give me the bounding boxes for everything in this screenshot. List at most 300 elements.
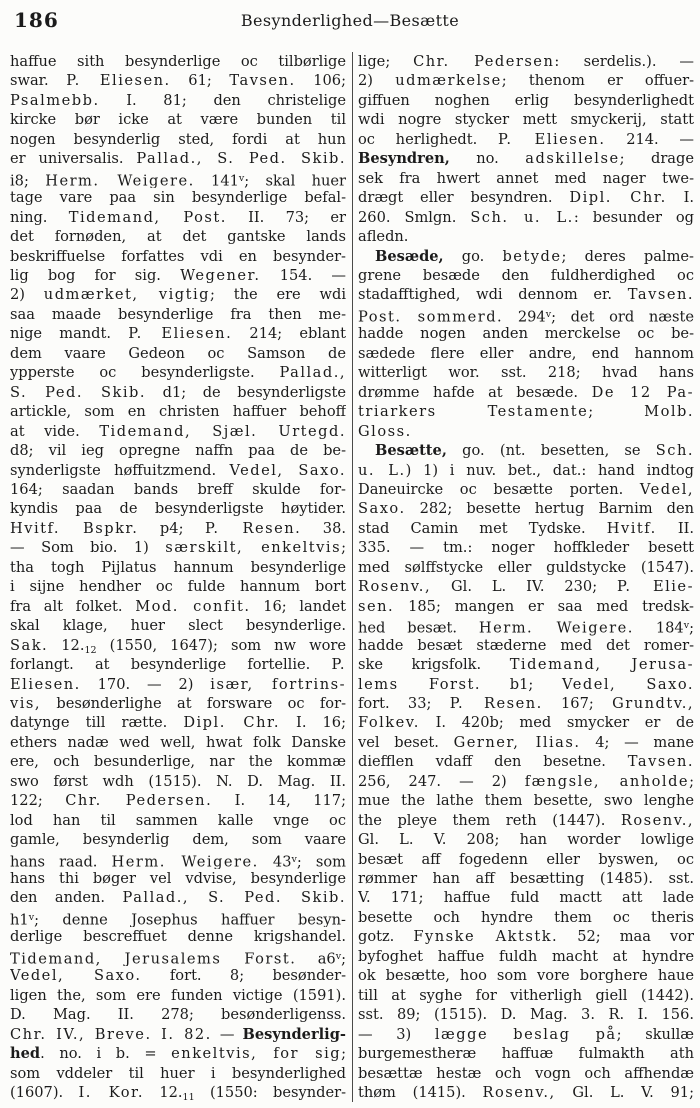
text-segment: Sch. u. L. <box>470 208 574 226</box>
text-line <box>358 169 694 188</box>
text-segment: serdelis.). — <box>560 53 694 70</box>
text-line <box>10 791 346 810</box>
text-segment: Post. sommerd. <box>358 308 504 325</box>
running-title: Besynderlighed—Besætte <box>240 11 460 30</box>
text-segment: byfoghet haffue fuldh macht at hyndre <box>358 947 694 965</box>
text-segment: hans thi bøger vel vdvise, besynderlige <box>10 870 346 888</box>
text-line <box>358 713 694 732</box>
text-segment: i8; <box>10 172 46 189</box>
text-line <box>358 461 694 480</box>
text-line <box>10 713 346 732</box>
text-line <box>358 752 694 771</box>
text-segment: lems Forst. <box>358 675 481 693</box>
text-segment: derlige bescreffuet denne krigshandel. <box>10 928 346 946</box>
text-segment: lig bog for sig. <box>10 266 181 284</box>
text-segment: Folkev. <box>358 714 420 732</box>
text-segment: drægt eller besyndren. <box>358 189 570 207</box>
text-line <box>10 966 346 985</box>
text-segment: 282; besette hertug Barnim den <box>405 500 694 518</box>
text-segment: Tidemand, Post. <box>68 208 227 226</box>
text-segment: synderligste høffuitzmend. <box>10 461 230 479</box>
text-segment: lægge beslag på <box>434 1025 617 1043</box>
text-line <box>358 538 694 557</box>
text-segment: a6 <box>296 950 336 967</box>
text-segment: datynge till rætte. <box>10 714 184 732</box>
text-line <box>10 305 346 324</box>
text-segment: ; thenom er offuer- <box>501 72 694 90</box>
text-segment: besønderlighe at forsware oc for- <box>41 694 346 712</box>
text-line <box>10 927 346 946</box>
text-segment: hans raad. <box>10 853 112 870</box>
text-line <box>358 655 694 674</box>
text-line <box>358 811 694 830</box>
text-line <box>358 1005 694 1024</box>
text-line <box>358 597 694 616</box>
text-segment: hadde nogen anden merckelse oc be- <box>358 325 694 343</box>
text-line <box>10 1025 346 1044</box>
text-line <box>358 850 694 869</box>
text-line <box>358 1044 694 1063</box>
text-line <box>10 1083 346 1102</box>
text-segment: swo først wdh (1515). N. D. Mag. II. <box>10 772 346 790</box>
text-segment: wdi nogre stycker mett smyckerij, statt <box>358 111 694 129</box>
text-segment: Sak. <box>10 636 49 654</box>
text-line <box>358 441 694 460</box>
text-segment: vel beset. <box>358 733 454 751</box>
text-segment: P. Resen. <box>204 519 302 537</box>
text-segment: enkeltvis, for sig <box>171 1045 342 1063</box>
text-line <box>358 1064 694 1083</box>
text-line <box>10 752 346 771</box>
text-line <box>358 636 694 655</box>
text-segment: mue the lathe them besette, swo lenghe <box>358 792 694 810</box>
text-segment: 167; <box>542 694 613 712</box>
text-segment: Vedel, Saxo. <box>10 967 142 985</box>
text-segment: kircke bør icke at være bunden til <box>10 111 346 129</box>
text-segment: 2) <box>10 286 44 304</box>
text-segment: I. 81; den christelige <box>99 91 346 109</box>
text-segment: v <box>545 308 552 320</box>
text-line <box>358 324 694 343</box>
text-segment: saa maade besynderlige fra then me- <box>10 305 346 323</box>
text-line <box>358 247 694 266</box>
text-segment: Tavsen. <box>627 286 694 304</box>
text-segment: Pallad., <box>279 364 346 382</box>
text-segment: 2) <box>358 72 396 90</box>
text-segment: haffue sith besynderlige oc tilbørlige <box>10 53 346 70</box>
text-segment: P. Resen. <box>449 694 543 712</box>
text-segment: Herm. Weigere. <box>111 853 259 870</box>
text-line <box>358 986 694 1005</box>
text-line <box>10 383 346 402</box>
text-segment: Rosenv., <box>620 811 694 829</box>
text-segment: Vedel, Saxo. <box>562 675 694 693</box>
text-segment: 106; <box>295 72 346 90</box>
text-line <box>10 266 346 285</box>
text-segment: besættæ hestæ och vogn och affhendæ <box>358 1064 694 1082</box>
text-segment: (1550: besynder- <box>194 1084 346 1102</box>
text-segment: II. <box>656 519 694 537</box>
text-line <box>10 655 346 674</box>
text-segment: ; drage <box>619 150 694 168</box>
text-segment: drømme hafde at besæde. <box>358 383 592 401</box>
text-segment: 185; mangen er saa med tredsk- <box>394 597 694 615</box>
text-line <box>10 402 346 421</box>
text-segment: hadde besæt stæderne med det romer- <box>358 636 694 654</box>
text-line <box>358 285 694 304</box>
text-segment: lod han til sammen kalle vnge oc <box>10 811 346 829</box>
text-segment: ; det ord næste <box>551 308 694 325</box>
text-segment: adskillelse <box>525 150 620 168</box>
text-segment: 12. <box>48 636 85 654</box>
text-segment: Vedel, <box>639 480 694 498</box>
text-segment: at vide. <box>10 422 100 440</box>
text-segment: Vedel, Saxo. <box>229 461 346 479</box>
text-segment: ligen the, som ere funden victige (1591). <box>10 986 346 1004</box>
text-line <box>10 577 346 596</box>
text-segment: ere, och besunderlige, nar the kommæ <box>10 753 346 771</box>
text-segment: fort. 8; besønder- <box>141 967 346 985</box>
text-segment: besette och hyndre them oc theris <box>358 908 694 926</box>
text-segment: ; denne Josephus haffuer besyn- <box>34 911 346 928</box>
text-line <box>10 344 346 363</box>
text-segment: v <box>335 950 342 962</box>
text-segment: Tidemand, Jerusa- <box>509 656 694 674</box>
text-segment: Tavsen. <box>627 753 694 771</box>
text-line <box>358 266 694 285</box>
text-line <box>358 402 694 421</box>
text-segment: h1 <box>10 911 29 928</box>
text-segment: Pallad., S. Ped. Skib. <box>136 150 346 168</box>
text-segment: Sch. <box>655 442 694 460</box>
text-line <box>10 733 346 752</box>
text-segment: besæt aff fogedenn eller byswen, oc <box>358 850 694 868</box>
text-line <box>358 558 694 577</box>
text-line <box>358 91 694 110</box>
text-line <box>358 422 694 441</box>
text-line <box>10 636 346 655</box>
text-segment: u. L. <box>358 461 406 479</box>
text-segment: P. Eliesen. <box>66 72 171 90</box>
text-segment: 38. <box>301 519 346 537</box>
text-line <box>358 733 694 752</box>
text-line <box>358 927 694 946</box>
text-line <box>10 869 346 888</box>
headword: Besæde, <box>375 247 444 265</box>
text-segment: ; <box>689 772 694 790</box>
text-segment: grene besæde den fuldherdighed oc <box>358 266 694 284</box>
text-segment: 154. — <box>260 266 346 284</box>
text-line <box>10 947 346 966</box>
text-line <box>10 188 346 207</box>
text-line <box>10 558 346 577</box>
text-segment: Rosenv., <box>482 1084 556 1102</box>
text-segment: go. (nt. besetten, se <box>446 442 656 460</box>
text-segment: b1; <box>480 675 563 693</box>
text-segment: ypperste oc besynderligste. <box>10 364 280 382</box>
text-line <box>358 1025 694 1044</box>
text-line <box>10 169 346 188</box>
text-segment: Wegener. <box>180 266 261 284</box>
text-segment: Saxo. <box>358 500 406 518</box>
text-line <box>10 811 346 830</box>
text-line <box>358 110 694 129</box>
text-segment: diefflen vdaff den besetne. <box>358 753 628 771</box>
text-block <box>0 52 700 1102</box>
text-line <box>358 616 694 635</box>
text-segment: forlangt. at besynderlige fortellie. <box>10 656 332 674</box>
text-line <box>10 480 346 499</box>
text-segment: Gl. L. IV. 230; <box>431 578 618 596</box>
text-line <box>358 71 694 90</box>
text-line <box>358 188 694 207</box>
text-segment: fort. 33; <box>358 694 450 712</box>
text-segment: nige mandt. <box>10 325 129 343</box>
text-segment: till at syghe for vitherligh giell (1442). <box>358 986 694 1004</box>
text-segment: v <box>291 853 297 865</box>
text-line <box>10 285 346 304</box>
text-segment: sek fra hwert annet med nager twe- <box>358 169 694 187</box>
text-segment: tage vare paa sin besynderlige befal- <box>10 189 346 207</box>
text-segment: 294 <box>503 308 546 325</box>
text-segment: det fornøden, at det gantske lands <box>10 228 346 246</box>
text-segment: 43 <box>258 853 292 870</box>
text-segment: no. <box>449 150 526 168</box>
text-segment: P. Eliesen. <box>128 325 233 343</box>
text-segment: skal klage, huer slect besynderlige. <box>10 617 346 635</box>
text-segment: 141 <box>194 172 239 189</box>
text-segment: med sølffstycke eller guldstycke (1547). <box>358 558 694 576</box>
text-line <box>358 772 694 791</box>
text-segment: sst. 89; (1515). D. Mag. 3. R. I. 156. <box>358 1006 694 1024</box>
text-line <box>10 616 346 635</box>
text-line <box>10 422 346 441</box>
text-line <box>358 227 694 246</box>
text-segment: især, fortrins- <box>210 675 346 693</box>
text-line <box>10 247 346 266</box>
text-segment: Chr. Pedersen: <box>413 53 561 70</box>
text-line <box>10 675 346 694</box>
text-segment: Eliesen. <box>10 675 81 693</box>
text-segment: ske krigsfolk. <box>358 656 510 674</box>
text-segment: dem vaare Gedeon oc Samson de <box>10 344 346 362</box>
text-segment: 12. <box>144 1084 183 1102</box>
text-segment: ; skal huer <box>244 172 346 189</box>
text-line <box>10 363 346 382</box>
text-line <box>358 52 694 71</box>
text-line <box>10 208 346 227</box>
text-segment: P. Elie- <box>617 578 694 596</box>
text-segment: betyde <box>502 247 562 265</box>
text-line <box>10 538 346 557</box>
text-segment: udmærkelse <box>395 72 502 90</box>
text-segment: 12 <box>84 644 97 656</box>
text-segment: tha togh Pijlatus hannum besynderlige <box>10 558 346 576</box>
text-line <box>358 675 694 694</box>
text-line <box>10 772 346 791</box>
text-segment: den anden. <box>10 889 123 907</box>
text-segment: ; <box>341 1045 346 1063</box>
text-segment: artickle, som en christen haffuer behoff <box>10 403 346 421</box>
text-segment: triarkers Testamente; <box>358 403 595 421</box>
text-segment: 214. — <box>605 130 694 148</box>
text-segment: Herm. Weigere. <box>478 619 634 636</box>
text-segment: giffuen noghen erlig besynderlighedt <box>358 91 694 109</box>
text-line <box>10 227 346 246</box>
text-segment: Chr. IV., Breve. I. 82. <box>10 1025 212 1043</box>
text-segment: I. 14, 117; <box>212 792 346 810</box>
text-segment: — Som bio. 1) <box>10 539 166 557</box>
text-segment: Pallad., S. Ped. Skib. <box>122 889 346 907</box>
text-line <box>358 1083 694 1102</box>
text-segment: ; <box>341 539 346 557</box>
text-segment: : besunder og <box>573 208 694 226</box>
text-segment: Chr. Pedersen. <box>65 792 213 810</box>
text-segment: i sijne hendher oc fulde hannum bort <box>10 578 346 596</box>
text-segment: Rosenv., <box>358 578 432 596</box>
text-line <box>10 499 346 518</box>
text-line <box>10 91 346 110</box>
left-column <box>10 52 346 1102</box>
text-segment: 170. — 2) <box>80 675 211 693</box>
text-segment: (1607). <box>10 1084 79 1102</box>
text-segment: 184 <box>633 619 684 636</box>
text-line <box>358 208 694 227</box>
text-segment: 260. Smlgn. <box>358 208 471 226</box>
text-line <box>10 830 346 849</box>
text-segment: II. 73; er <box>226 208 346 226</box>
text-segment: ; deres palme- <box>561 247 694 265</box>
text-line <box>10 519 346 538</box>
text-segment: d8; vil ieg opregne naffn paa de be- <box>10 442 346 460</box>
text-segment: Tavsen. <box>229 72 296 90</box>
text-line <box>10 888 346 907</box>
text-segment: V. 171; haffue fuld mactt att lade <box>358 889 694 907</box>
text-segment <box>595 403 644 420</box>
text-segment: Grundtv., <box>612 694 694 712</box>
text-line <box>10 597 346 616</box>
headword: Besætte, <box>375 442 447 460</box>
text-segment: Gloss. <box>358 422 412 440</box>
text-segment: 256, 247. — 2) <box>358 772 525 790</box>
text-line <box>358 577 694 596</box>
text-segment: kyndis paa de besynderligste høytider. <box>10 500 346 518</box>
text-line <box>10 149 346 168</box>
text-line <box>10 110 346 129</box>
text-line <box>10 1005 346 1024</box>
text-segment: Dipl. Chr. <box>569 189 667 207</box>
text-line <box>358 499 694 518</box>
text-segment: ; <box>341 950 346 967</box>
text-segment: I. 420b; med smycker er de <box>419 714 694 732</box>
text-line <box>10 1044 346 1063</box>
text-segment: witterligt wor. sst. 218; hvad hans <box>358 364 694 382</box>
text-segment: Gl. L. V. 91; <box>555 1084 694 1102</box>
text-segment: Tidemand, Jerusalems Forst. <box>10 950 297 967</box>
text-segment: 4; — mane <box>580 733 694 751</box>
text-line <box>10 324 346 343</box>
text-segment: ethers nadæ wed well, hwat folk Danske <box>10 733 346 751</box>
text-line <box>358 694 694 713</box>
text-line <box>10 1064 346 1083</box>
text-line <box>358 305 694 324</box>
text-segment: vis, <box>10 694 42 712</box>
headword: hed <box>10 1045 41 1063</box>
text-segment: sen. <box>358 597 395 615</box>
text-segment: 164; saadan bands breff skulde for- <box>10 480 346 498</box>
column-divider <box>352 52 353 1102</box>
text-segment: Mod. confit. <box>135 597 251 615</box>
text-segment: De 12 Pa- <box>591 383 694 401</box>
text-segment: swar. <box>10 72 67 90</box>
text-segment: ; the ere wdi <box>210 286 346 304</box>
text-line <box>358 344 694 363</box>
right-column <box>358 52 694 1102</box>
text-line <box>10 130 346 149</box>
text-segment: 11 <box>182 1092 195 1103</box>
text-segment: burgemestheræ haffuæ fulmakth ath <box>358 1045 694 1063</box>
text-segment: 52; maa vor <box>558 928 694 946</box>
text-segment: I. Kor. <box>78 1084 145 1102</box>
text-segment: d1; de besynderligste <box>146 383 346 401</box>
text-segment: go. <box>443 247 503 265</box>
text-segment: beskriffuelse forfattes vdi en besynder- <box>10 247 346 265</box>
text-segment: 335. — tm.: noger hoffkleder besett <box>358 539 694 557</box>
text-segment: rømmer han aff besætting (1485). sst. <box>358 870 694 888</box>
text-line <box>358 363 694 382</box>
text-segment: nogen besynderlig sted, fordi at hun <box>10 130 346 148</box>
text-segment: ; <box>689 619 694 636</box>
page-number: 186 <box>14 8 59 32</box>
text-segment: udmærket, vigtig <box>43 286 210 304</box>
text-segment: I. <box>666 189 694 207</box>
text-segment: sædede flere eller andre, end hannom <box>358 344 694 362</box>
text-line <box>358 383 694 402</box>
text-segment: v <box>683 620 690 632</box>
text-line <box>10 694 346 713</box>
text-line <box>358 966 694 985</box>
text-segment: the pleye them reth (1447). <box>358 811 621 829</box>
text-segment: oc herlighedt. <box>358 130 498 148</box>
text-segment: — 3) <box>358 1025 435 1043</box>
text-segment: Fynske Aktstk. <box>413 928 559 946</box>
text-segment: Hvitf. Bspkr. <box>10 519 139 537</box>
text-segment: p4; <box>138 519 205 537</box>
text-segment: 16; landet <box>250 597 346 615</box>
text-segment: . no. i b. = <box>40 1045 172 1063</box>
text-line <box>10 850 346 869</box>
text-segment: v <box>238 172 245 184</box>
text-segment: særskilt, enkeltvis <box>165 539 342 557</box>
text-segment: Gl. L. V. 208; han worder lowlige <box>358 831 694 849</box>
text-segment: (1550, 1647); som nw wore <box>96 636 346 654</box>
text-segment: Tidemand, Sjæl. Urtegd. <box>99 422 346 440</box>
text-segment: thøm (1415). <box>358 1084 483 1102</box>
text-segment: D. Mag. II. 278; besønderligenss. <box>10 1006 346 1024</box>
text-line <box>10 908 346 927</box>
text-segment: I. 16; <box>279 714 346 732</box>
text-segment: P. <box>331 656 346 674</box>
text-line <box>358 519 694 538</box>
text-line <box>10 52 346 71</box>
text-segment: er universalis. <box>10 150 137 168</box>
text-segment: fra alt folket. <box>10 597 136 615</box>
text-segment: ; skullæ <box>616 1025 694 1043</box>
text-line <box>358 947 694 966</box>
text-line <box>358 908 694 927</box>
text-segment: ning. <box>10 208 69 226</box>
text-line <box>10 71 346 90</box>
